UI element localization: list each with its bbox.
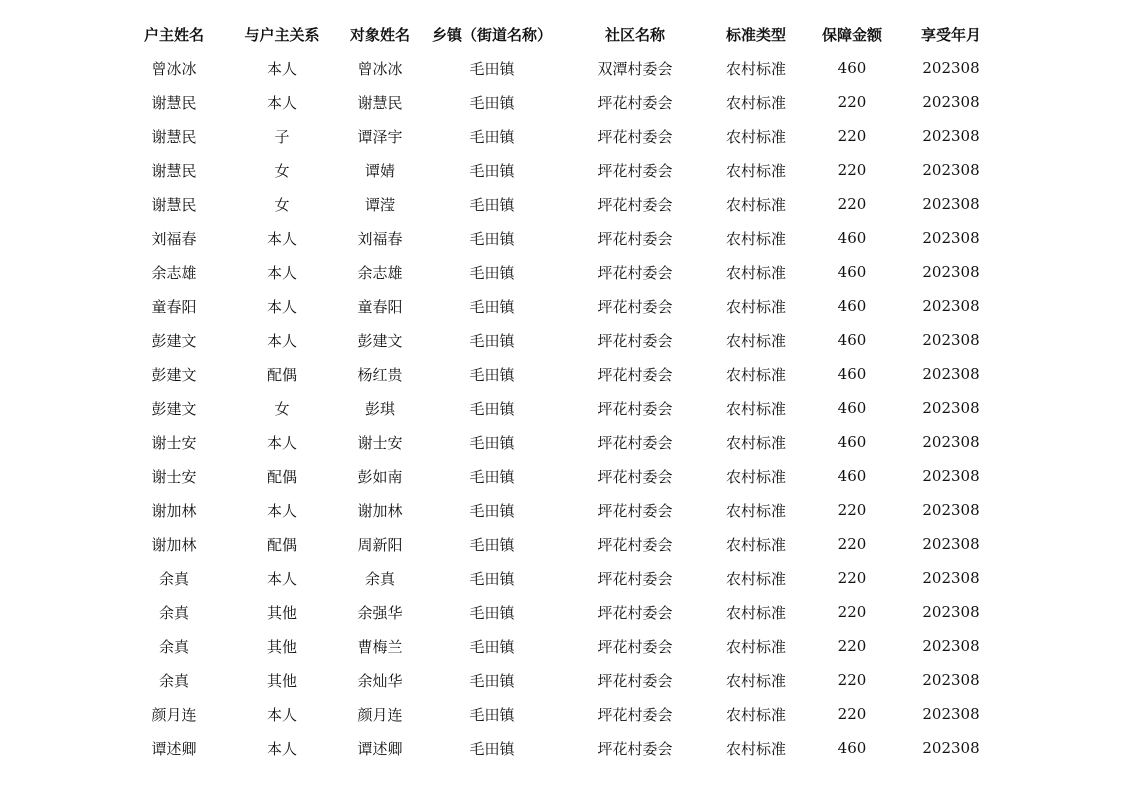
- cell-recipient-name: 谭滢: [364, 195, 395, 214]
- cell-recipient-name: 谢慧民: [357, 93, 403, 112]
- cell-householder-name: 颜月连: [151, 705, 197, 724]
- cell-relation-to-householder: 配偶: [266, 535, 297, 554]
- header-row: [120, 17, 1000, 51]
- cell-township: 毛田镇: [469, 399, 515, 418]
- cell-benefit-amount: 220: [837, 603, 867, 621]
- table-row: [120, 255, 1000, 289]
- cell-householder-name: 彭建文: [151, 365, 197, 384]
- cell-standard-type: 农村标准: [725, 569, 786, 588]
- cell-relation-to-householder: 其他: [266, 637, 297, 656]
- cell-standard-type: 农村标准: [725, 229, 786, 248]
- cell-benefit-month: 202308: [922, 263, 980, 281]
- cell-relation-to-householder: 本人: [266, 433, 297, 452]
- table-header: [120, 17, 1000, 51]
- cell-benefit-month: 202308: [922, 297, 980, 315]
- cell-standard-type: 农村标准: [725, 705, 786, 724]
- cell-householder-name: 童春阳: [151, 297, 197, 316]
- cell-community-name: 坪花村委会: [597, 705, 673, 724]
- cell-benefit-amount: 220: [837, 161, 867, 179]
- cell-standard-type: 农村标准: [725, 535, 786, 554]
- cell-standard-type: 农村标准: [725, 331, 786, 350]
- cell-relation-to-householder: 配偶: [266, 365, 297, 384]
- cell-relation-to-householder: 女: [274, 161, 290, 180]
- cell-standard-type: 农村标准: [725, 467, 786, 486]
- cell-recipient-name: 彭琪: [364, 399, 395, 418]
- cell-township: 毛田镇: [469, 501, 515, 520]
- cell-relation-to-householder: 本人: [266, 297, 297, 316]
- cell-householder-name: 余志雄: [151, 263, 197, 282]
- cell-township: 毛田镇: [469, 161, 515, 180]
- cell-standard-type: 农村标准: [725, 399, 786, 418]
- cell-benefit-month: 202308: [922, 603, 980, 621]
- cell-township: 毛田镇: [469, 671, 515, 690]
- cell-relation-to-householder: 本人: [266, 59, 297, 78]
- table-row: [120, 629, 1000, 663]
- cell-community-name: 坪花村委会: [597, 297, 673, 316]
- table-row: [120, 459, 1000, 493]
- cell-householder-name: 谢加林: [151, 501, 197, 520]
- table-row: [120, 493, 1000, 527]
- cell-benefit-amount: 220: [837, 535, 867, 553]
- table-row: [120, 595, 1000, 629]
- cell-community-name: 坪花村委会: [597, 603, 673, 622]
- table-row: [120, 119, 1000, 153]
- cell-benefit-month: 202308: [922, 569, 980, 587]
- cell-township: 毛田镇: [469, 535, 515, 554]
- table-row: [120, 85, 1000, 119]
- cell-community-name: 坪花村委会: [597, 739, 673, 758]
- cell-benefit-amount: 460: [837, 365, 867, 383]
- cell-benefit-month: 202308: [922, 637, 980, 655]
- cell-benefit-amount: 460: [837, 229, 867, 247]
- cell-recipient-name: 谢加林: [357, 501, 403, 520]
- cell-community-name: 坪花村委会: [597, 365, 673, 384]
- cell-benefit-amount: 220: [837, 127, 867, 145]
- cell-township: 毛田镇: [469, 127, 515, 146]
- table-row: [120, 51, 1000, 85]
- cell-community-name: 双潭村委会: [597, 59, 673, 78]
- cell-community-name: 坪花村委会: [597, 501, 673, 520]
- cell-householder-name: 余真: [158, 671, 189, 690]
- cell-benefit-amount: 460: [837, 467, 867, 485]
- subsidy-table: [120, 17, 1000, 765]
- cell-community-name: 坪花村委会: [597, 671, 673, 690]
- table-row: [120, 221, 1000, 255]
- cell-recipient-name: 彭建文: [357, 331, 403, 350]
- cell-householder-name: 谭述卿: [151, 739, 197, 758]
- cell-relation-to-householder: 本人: [266, 331, 297, 350]
- cell-standard-type: 农村标准: [725, 263, 786, 282]
- cell-benefit-month: 202308: [922, 127, 980, 145]
- cell-community-name: 坪花村委会: [597, 535, 673, 554]
- cell-township: 毛田镇: [469, 297, 515, 316]
- column-header-township: 乡镇（街道名称）: [431, 25, 552, 44]
- column-header-recipient-name: 对象姓名: [349, 25, 410, 44]
- table-row: [120, 527, 1000, 561]
- cell-community-name: 坪花村委会: [597, 569, 673, 588]
- column-header-standard-type: 标准类型: [725, 25, 786, 44]
- cell-standard-type: 农村标准: [725, 433, 786, 452]
- cell-standard-type: 农村标准: [725, 93, 786, 112]
- cell-township: 毛田镇: [469, 637, 515, 656]
- cell-relation-to-householder: 本人: [266, 705, 297, 724]
- cell-community-name: 坪花村委会: [597, 161, 673, 180]
- cell-benefit-month: 202308: [922, 399, 980, 417]
- cell-standard-type: 农村标准: [725, 365, 786, 384]
- cell-township: 毛田镇: [469, 229, 515, 248]
- cell-householder-name: 谢士安: [151, 433, 197, 452]
- cell-recipient-name: 余灿华: [357, 671, 403, 690]
- cell-township: 毛田镇: [469, 739, 515, 758]
- cell-community-name: 坪花村委会: [597, 195, 673, 214]
- cell-township: 毛田镇: [469, 263, 515, 282]
- cell-benefit-month: 202308: [922, 195, 980, 213]
- cell-relation-to-householder: 本人: [266, 93, 297, 112]
- cell-community-name: 坪花村委会: [597, 467, 673, 486]
- cell-householder-name: 曾冰冰: [151, 59, 197, 78]
- cell-township: 毛田镇: [469, 59, 515, 78]
- cell-standard-type: 农村标准: [725, 671, 786, 690]
- cell-benefit-amount: 460: [837, 399, 867, 417]
- cell-community-name: 坪花村委会: [597, 93, 673, 112]
- cell-benefit-month: 202308: [922, 93, 980, 111]
- cell-standard-type: 农村标准: [725, 297, 786, 316]
- cell-relation-to-householder: 女: [274, 399, 290, 418]
- cell-householder-name: 谢士安: [151, 467, 197, 486]
- cell-benefit-month: 202308: [922, 331, 980, 349]
- cell-township: 毛田镇: [469, 467, 515, 486]
- cell-benefit-amount: 220: [837, 93, 867, 111]
- cell-benefit-month: 202308: [922, 739, 980, 757]
- cell-benefit-month: 202308: [922, 365, 980, 383]
- cell-recipient-name: 谭述卿: [357, 739, 403, 758]
- cell-benefit-amount: 460: [837, 739, 867, 757]
- cell-community-name: 坪花村委会: [597, 263, 673, 282]
- cell-benefit-month: 202308: [922, 467, 980, 485]
- cell-benefit-month: 202308: [922, 59, 980, 77]
- cell-relation-to-householder: 其他: [266, 603, 297, 622]
- cell-standard-type: 农村标准: [725, 637, 786, 656]
- cell-recipient-name: 余真: [364, 569, 395, 588]
- cell-relation-to-householder: 子: [274, 127, 290, 146]
- cell-benefit-month: 202308: [922, 705, 980, 723]
- cell-community-name: 坪花村委会: [597, 399, 673, 418]
- cell-relation-to-householder: 其他: [266, 671, 297, 690]
- cell-township: 毛田镇: [469, 331, 515, 350]
- cell-township: 毛田镇: [469, 705, 515, 724]
- column-header-benefit-month: 享受年月: [920, 25, 981, 44]
- cell-relation-to-householder: 配偶: [266, 467, 297, 486]
- table-row: [120, 663, 1000, 697]
- cell-benefit-amount: 220: [837, 569, 867, 587]
- cell-recipient-name: 童春阳: [357, 297, 403, 316]
- table-row: [120, 731, 1000, 765]
- table-row: [120, 697, 1000, 731]
- cell-recipient-name: 余志雄: [357, 263, 403, 282]
- table-row: [120, 289, 1000, 323]
- cell-township: 毛田镇: [469, 195, 515, 214]
- cell-township: 毛田镇: [469, 569, 515, 588]
- cell-relation-to-householder: 本人: [266, 501, 297, 520]
- cell-community-name: 坪花村委会: [597, 229, 673, 248]
- cell-recipient-name: 曾冰冰: [357, 59, 403, 78]
- cell-benefit-amount: 460: [837, 263, 867, 281]
- table-row: [120, 187, 1000, 221]
- cell-recipient-name: 杨红贵: [357, 365, 403, 384]
- cell-benefit-month: 202308: [922, 671, 980, 689]
- cell-township: 毛田镇: [469, 365, 515, 384]
- cell-householder-name: 彭建文: [151, 399, 197, 418]
- cell-householder-name: 刘福春: [151, 229, 197, 248]
- cell-householder-name: 谢慧民: [151, 195, 197, 214]
- cell-benefit-month: 202308: [922, 161, 980, 179]
- column-header-relation-to-householder: 与户主关系: [244, 25, 320, 44]
- table-row: [120, 357, 1000, 391]
- cell-householder-name: 谢慧民: [151, 93, 197, 112]
- cell-benefit-amount: 220: [837, 637, 867, 655]
- cell-community-name: 坪花村委会: [597, 637, 673, 656]
- table-row: [120, 323, 1000, 357]
- table-row: [120, 561, 1000, 595]
- column-header-community-name: 社区名称: [604, 25, 665, 44]
- cell-recipient-name: 彭如南: [357, 467, 403, 486]
- table-row: [120, 153, 1000, 187]
- cell-benefit-amount: 220: [837, 501, 867, 519]
- table-row: [120, 391, 1000, 425]
- cell-benefit-amount: 220: [837, 671, 867, 689]
- cell-benefit-amount: 220: [837, 705, 867, 723]
- cell-householder-name: 谢慧民: [151, 161, 197, 180]
- cell-benefit-month: 202308: [922, 433, 980, 451]
- cell-benefit-amount: 460: [837, 59, 867, 77]
- cell-recipient-name: 谢士安: [357, 433, 403, 452]
- cell-community-name: 坪花村委会: [597, 433, 673, 452]
- cell-benefit-amount: 460: [837, 331, 867, 349]
- cell-community-name: 坪花村委会: [597, 127, 673, 146]
- cell-relation-to-householder: 女: [274, 195, 290, 214]
- cell-relation-to-householder: 本人: [266, 739, 297, 758]
- cell-recipient-name: 颜月连: [357, 705, 403, 724]
- cell-township: 毛田镇: [469, 93, 515, 112]
- cell-standard-type: 农村标准: [725, 501, 786, 520]
- cell-recipient-name: 刘福春: [357, 229, 403, 248]
- cell-householder-name: 余真: [158, 637, 189, 656]
- cell-standard-type: 农村标准: [725, 603, 786, 622]
- cell-standard-type: 农村标准: [725, 739, 786, 758]
- cell-relation-to-householder: 本人: [266, 263, 297, 282]
- cell-relation-to-householder: 本人: [266, 229, 297, 248]
- cell-benefit-month: 202308: [922, 501, 980, 519]
- cell-standard-type: 农村标准: [725, 59, 786, 78]
- cell-householder-name: 余真: [158, 603, 189, 622]
- document-page: [120, 17, 1000, 765]
- cell-community-name: 坪花村委会: [597, 331, 673, 350]
- table-row: [120, 425, 1000, 459]
- cell-recipient-name: 曹梅兰: [357, 637, 403, 656]
- cell-standard-type: 农村标准: [725, 195, 786, 214]
- cell-benefit-month: 202308: [922, 229, 980, 247]
- column-header-householder-name: 户主姓名: [143, 25, 204, 44]
- cell-township: 毛田镇: [469, 603, 515, 622]
- cell-standard-type: 农村标准: [725, 161, 786, 180]
- cell-benefit-amount: 220: [837, 195, 867, 213]
- cell-householder-name: 余真: [158, 569, 189, 588]
- cell-standard-type: 农村标准: [725, 127, 786, 146]
- cell-benefit-amount: 460: [837, 297, 867, 315]
- cell-recipient-name: 余强华: [357, 603, 403, 622]
- column-header-benefit-amount: 保障金额: [821, 25, 882, 44]
- cell-recipient-name: 周新阳: [357, 535, 403, 554]
- table-body: [120, 51, 1000, 765]
- cell-township: 毛田镇: [469, 433, 515, 452]
- cell-householder-name: 谢加林: [151, 535, 197, 554]
- cell-householder-name: 彭建文: [151, 331, 197, 350]
- cell-recipient-name: 谭婧: [364, 161, 395, 180]
- cell-householder-name: 谢慧民: [151, 127, 197, 146]
- cell-recipient-name: 谭泽宇: [357, 127, 403, 146]
- cell-benefit-month: 202308: [922, 535, 980, 553]
- cell-relation-to-householder: 本人: [266, 569, 297, 588]
- cell-benefit-amount: 460: [837, 433, 867, 451]
